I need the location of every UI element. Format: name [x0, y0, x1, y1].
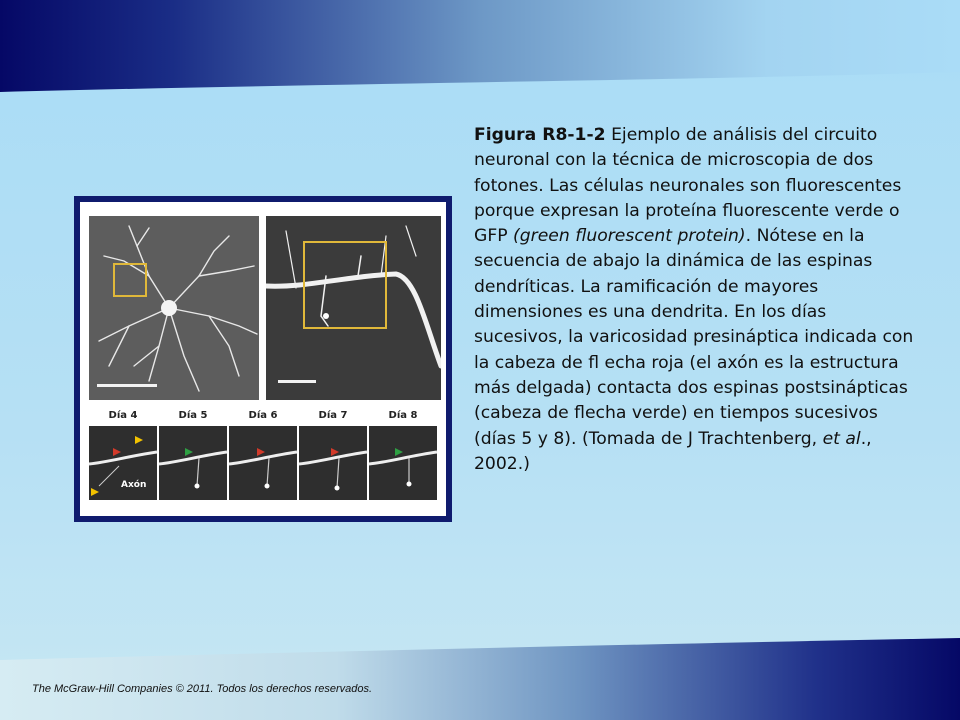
- day-label-8: Día 8: [388, 410, 418, 421]
- copyright-footer: The McGraw-Hill Companies © 2011. Todos los derechos reservados.: [32, 683, 373, 695]
- figure-caption: [474, 123, 914, 477]
- bottom-footer-band: [0, 620, 960, 720]
- dendrite-zoom-drawing: [266, 216, 441, 400]
- day-panel-7: [299, 426, 367, 500]
- caption-italic-2: et al: [822, 428, 861, 449]
- dendrite-zoom-panel: [266, 216, 441, 400]
- neuron-overview-drawing: [89, 216, 259, 400]
- top-header-band: [0, 0, 960, 110]
- day-label-7: Día 7: [318, 410, 348, 421]
- day-label-5: Día 5: [178, 410, 208, 421]
- figure-frame: [74, 196, 452, 522]
- scale-bar: [278, 380, 316, 383]
- caption-text-2: . Nótese en la secuencia de abajo la dinámica de las espinas dendríticas. La ramificación de mayores dimensiones es una dendrita. En los días sucesivos, la varicosidad presináptica indicada con la cabeza de fl echa roja (el axón es la estructura más delgada) contacta dos espinas postsinápticas (cabeza de flecha verde) en tiempos sucesivos (días 5 y 8). (Tomada de J Trachtenberg,: [474, 226, 914, 449]
- red-arrow-icon: [331, 448, 339, 456]
- axon-label: Axón: [121, 480, 147, 490]
- green-arrow-icon: [395, 448, 403, 456]
- yellow-arrow-icon: [135, 436, 143, 444]
- day-label-4: Día 4: [108, 410, 138, 421]
- scale-bar: [97, 384, 157, 387]
- yellow-arrow-icon: [91, 488, 99, 496]
- day-panel-6: [229, 426, 297, 500]
- red-arrow-icon: [113, 448, 121, 456]
- caption-text-1: Ejemplo de análisis del circuito neuronal con la técnica de microscopia de dos fotones. Las células neuronales son fluorescentes porque expresan la proteína fluorescente verde o GFP: [474, 125, 902, 247]
- red-arrow-icon: [257, 448, 265, 456]
- green-arrow-icon: [185, 448, 193, 456]
- day-panel-5: [159, 426, 227, 500]
- day-label-6: Día 6: [248, 410, 278, 421]
- caption-text-3: ., 2002.): [474, 428, 872, 474]
- day-panel-8: [369, 426, 437, 500]
- caption-italic-1: (green fluorescent protein): [513, 226, 746, 247]
- neuron-overview-panel: [89, 216, 259, 400]
- figure-id: Figura R8-1-2: [474, 125, 606, 145]
- figure-image: [80, 202, 446, 516]
